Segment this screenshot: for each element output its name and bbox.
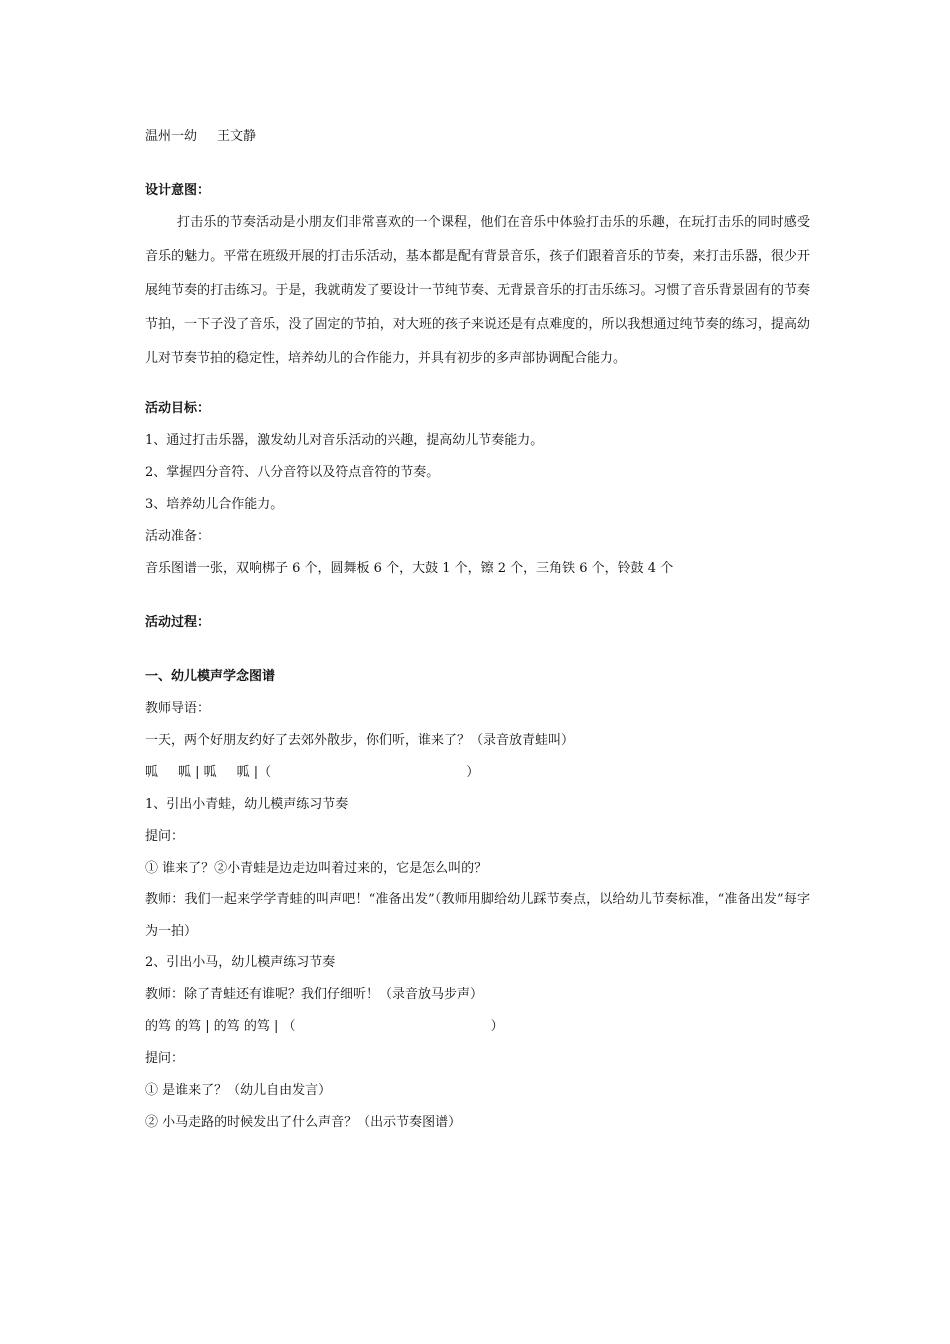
ask-frog: ① 谁来了？②小青蛙是边走边叫着过来的，它是怎么叫的？ bbox=[145, 861, 488, 876]
goal-item: 3、培养幼儿合作能力。 bbox=[145, 497, 284, 512]
design-intent-heading: 设计意图： bbox=[145, 183, 211, 198]
goal-item: 1、通过打击乐器，激发幼儿对音乐活动的兴趣，提高幼儿节奏能力。 bbox=[145, 433, 544, 448]
teacher-intro-label: 教师导语： bbox=[145, 701, 211, 716]
ask-horse-2: ② 小马走路的时候发出了什么声音？（出示节奏图谱） bbox=[145, 1115, 462, 1130]
ask-label-2: 提问： bbox=[145, 1051, 185, 1066]
rhythm-frog: 呱 呱 | 呱 呱 |（ ） bbox=[145, 765, 480, 780]
preparation-body: 音乐图谱一张，双响梆子 6 个，圆舞板 6 个，大鼓 1 个，镲 2 个，三角铁 6 个，铃鼓 4 个 bbox=[145, 561, 674, 576]
design-intent-paragraph: 打击乐的节奏活动是小朋友们非常喜欢的一个课程，他们在音乐中体验打击乐的乐趣，在玩打击乐的同时感受音乐的魅力。平常在班级开展的打击乐活动，基本都是配有背景音乐，孩子们跟着音乐的节奏，来打击乐器，很少开展纯节奏的打击练习。于是，我就萌发了要设计一节纯节奏、无背景音乐的打击乐练习。习惯了音乐背景固有的节奏节拍，一下子没了音乐，没了固定的节拍，对大班的孩子来说还是有点难度的，所以我想通过纯节奏的练习，提高幼儿对节奏节拍的稳定性，培养幼儿的合作能力，并具有初步的多声部协调配合能力。 bbox=[145, 215, 810, 366]
ask-label-1: 提问： bbox=[145, 829, 185, 844]
intro-text: 一天，两个好朋友约好了去郊外散步，你们听，谁来了？（录音放青蛙叫） bbox=[145, 733, 575, 748]
school-name: 温州一幼 bbox=[145, 129, 198, 144]
ask-horse-1: ① 是谁来了？（幼儿自由发言） bbox=[145, 1083, 332, 1098]
step-horse: 2、引出小马，幼儿模声练习节奏 bbox=[145, 955, 336, 970]
preparation-heading: 活动准备： bbox=[145, 529, 211, 544]
teacher-frog: 教师：我们一起来学学青蛙的叫声吧！“准备出发”（教师用脚给幼儿踩节奏点，以给幼儿节奏标准，“准备出发”每字为一拍） bbox=[145, 892, 810, 939]
rhythm-horse: 的笃 的笃 | 的笃 的笃 | （ ） bbox=[145, 1019, 504, 1034]
document-body bbox=[145, 126, 810, 1144]
author-name: 王文静 bbox=[217, 129, 257, 144]
goal-item: 2、掌握四分音符、八分音符以及符点音符的节奏。 bbox=[145, 465, 440, 480]
process-heading: 活动过程： bbox=[145, 615, 211, 630]
goals-heading: 活动目标： bbox=[145, 401, 211, 416]
section1-heading: 一、幼儿模声学念图谱 bbox=[145, 669, 276, 684]
step-frog: 1、引出小青蛙，幼儿模声练习节奏 bbox=[145, 797, 349, 812]
byline bbox=[145, 126, 810, 148]
teacher-horse: 教师：除了青蛙还有谁呢？我们仔细听！（录音放马步声） bbox=[145, 987, 484, 1002]
